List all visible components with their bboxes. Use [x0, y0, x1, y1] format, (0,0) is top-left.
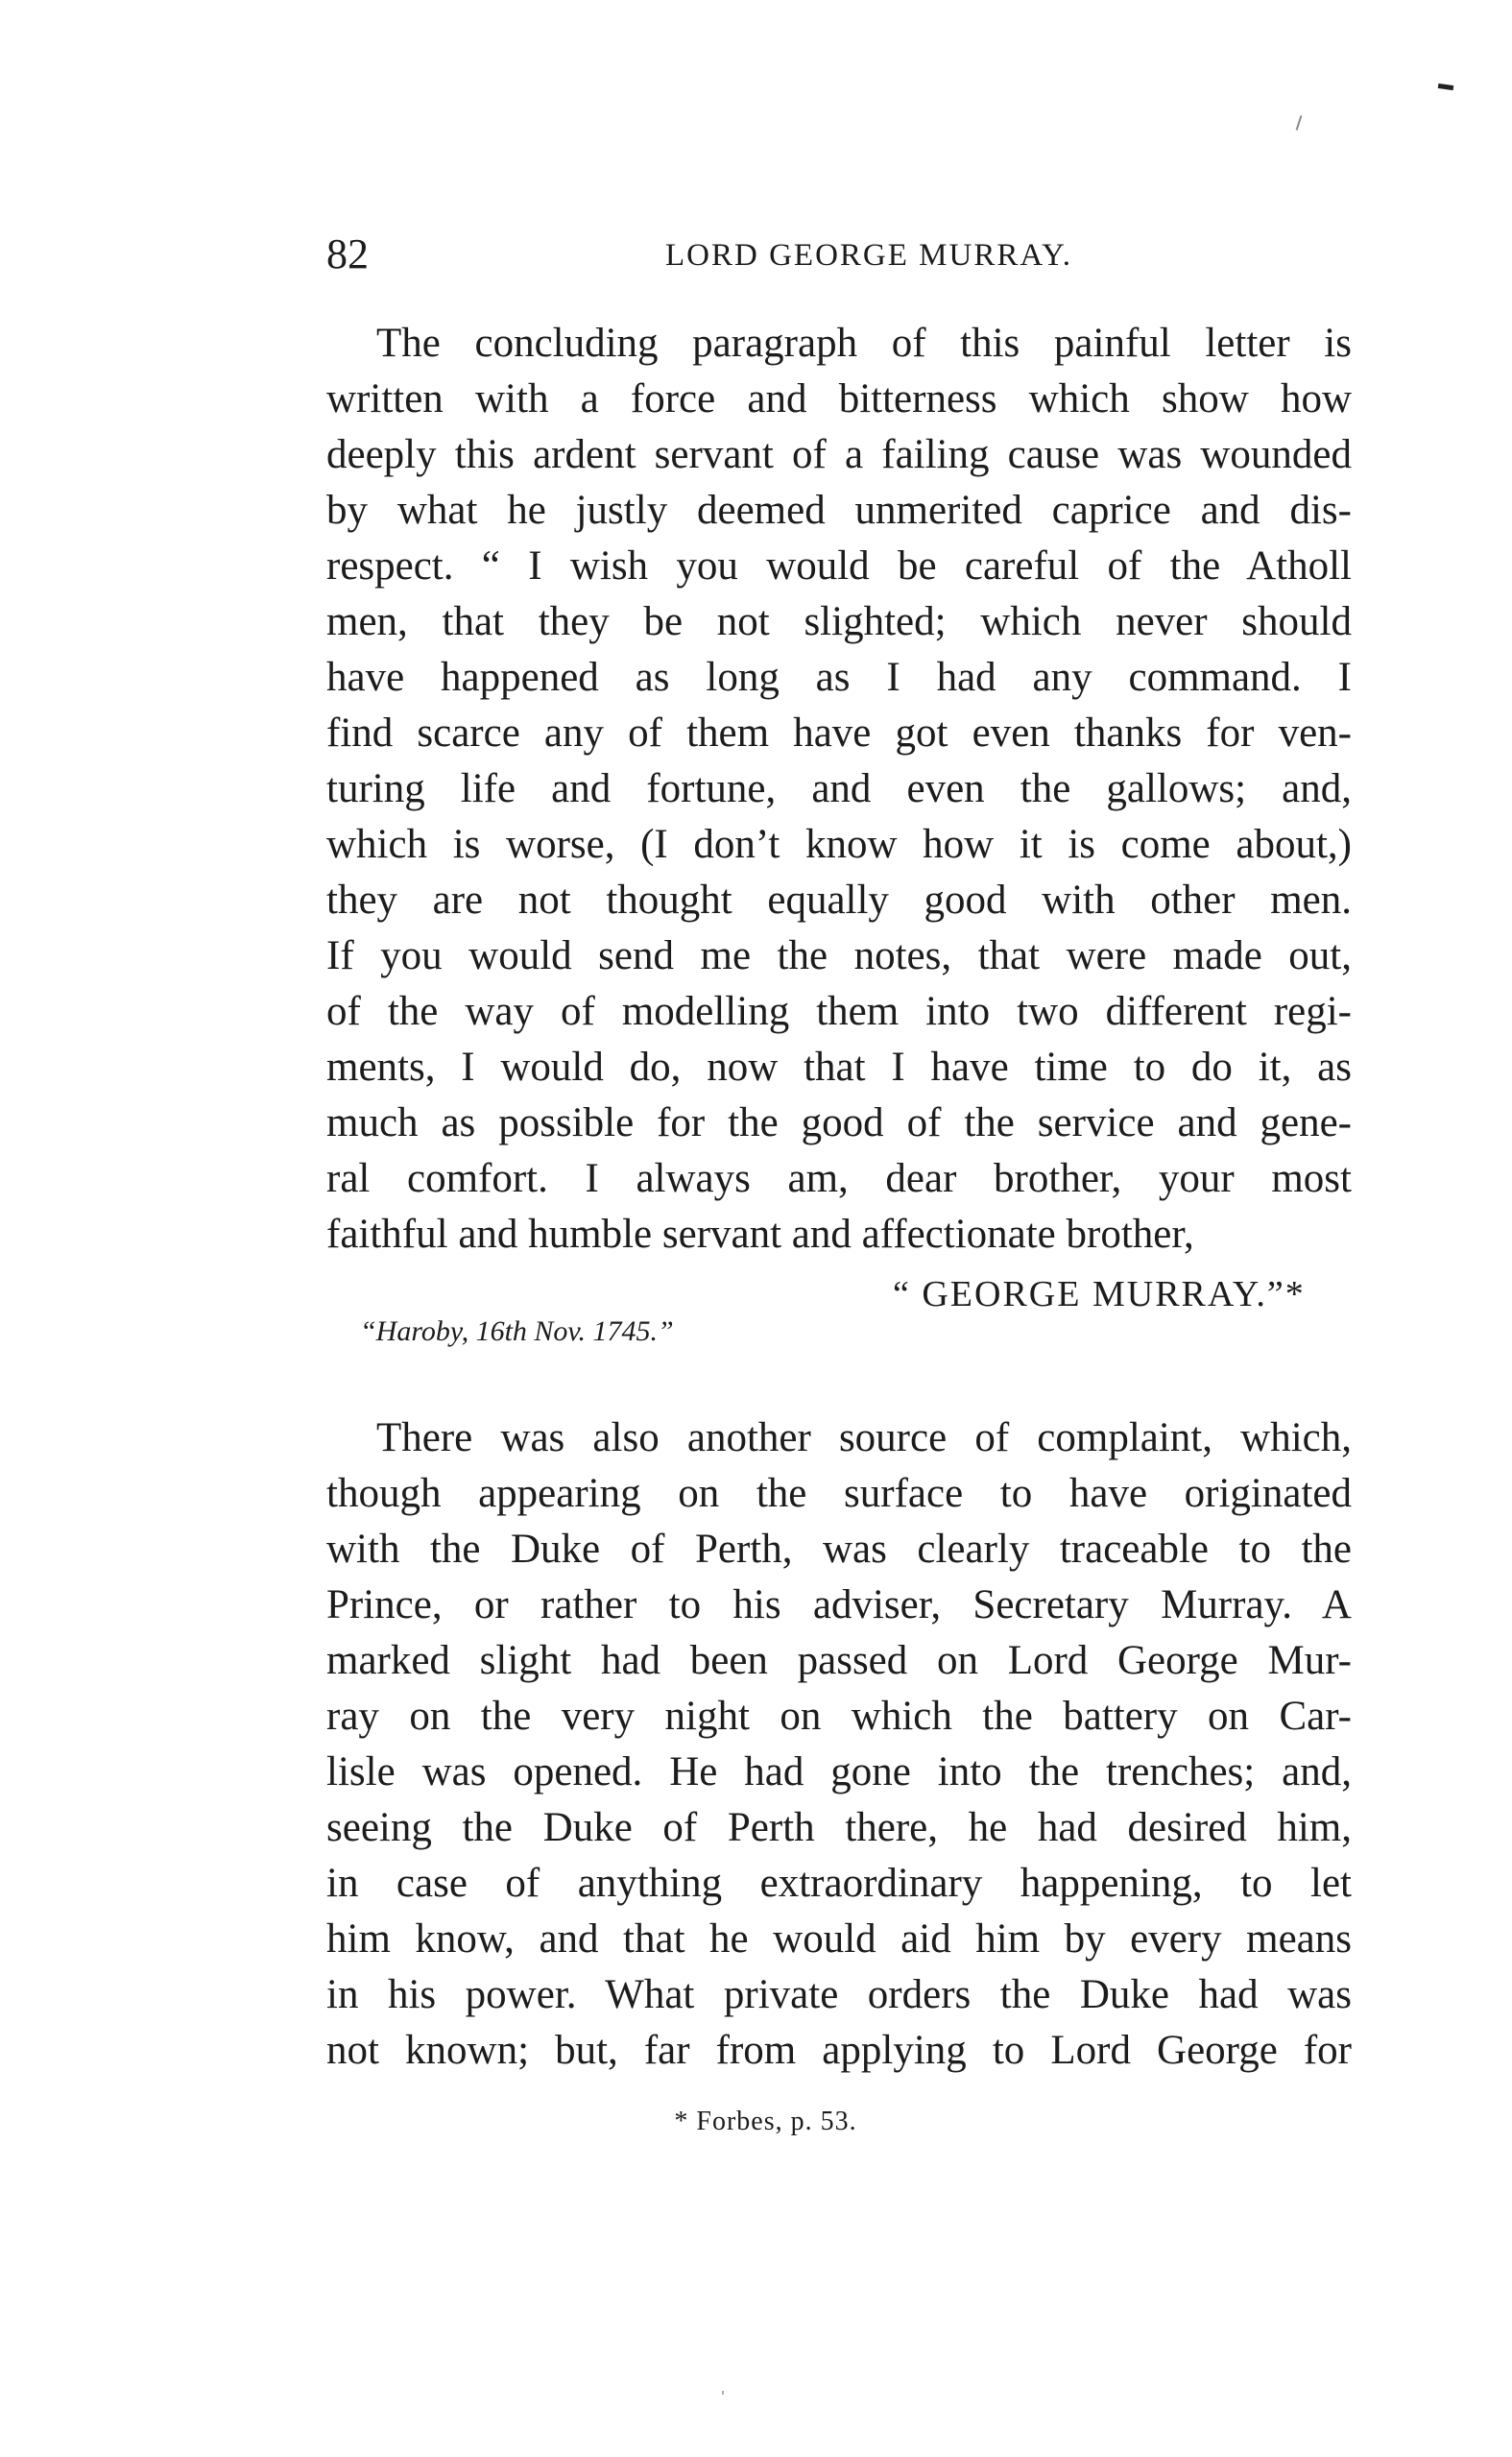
text-line: have happened as long as I had any command. I [326, 655, 1352, 700]
text-line: in his power. What private orders the Duke had was [326, 1972, 1352, 2017]
page-number: 82 [326, 230, 369, 277]
running-head [326, 230, 1354, 278]
text-line: which is worse, (I don’t know how it is come about,) [326, 822, 1352, 867]
text-line: ray on the very night on which the battery on Car- [326, 1694, 1352, 1739]
text-line: written with a force and bitterness which show how [326, 376, 1352, 422]
text-line: The concluding paragraph of this painful letter is [376, 321, 1352, 366]
text-line: seeing the Duke of Perth there, he had desired him, [326, 1805, 1352, 1850]
text-line: lisle was opened. He had gone into the trenches; and, [326, 1749, 1352, 1795]
text-line: men, that they be not slighted; which never should [326, 599, 1352, 644]
footnote: * Forbes, p. 53. [674, 2107, 857, 2136]
text-line: him know, and that he would aid him by every means [326, 1916, 1352, 1962]
text-line: find scarce any of them have got even thanks for ven- [326, 711, 1352, 756]
text-line: marked slight had been passed on Lord George Mur- [326, 1638, 1352, 1683]
text-line: faithful and humble servant and affectionate brother, [326, 1212, 1194, 1257]
letter-dateline: “Haroby, 16th Nov. 1745.” [360, 1315, 674, 1347]
text-line: by what he justly deemed unmerited caprice and dis- [326, 488, 1352, 533]
text-line: deeply this ardent servant of a failing cause was wounded [326, 432, 1352, 477]
text-line: respect. “ I wish you would be careful of the Atholl [326, 543, 1352, 589]
text-line: If you would send me the notes, that were made out, [326, 933, 1352, 978]
corner-ink-mark [1438, 84, 1454, 90]
running-title: LORD GEORGE MURRAY. [665, 238, 1072, 273]
text-line: much as possible for the good of the service and gene- [326, 1100, 1352, 1145]
text-line: turing life and fortune, and even the gallows; and, [326, 766, 1352, 811]
text-line: with the Duke of Perth, was clearly traceable to the [326, 1527, 1352, 1572]
stray-ink-mark [1296, 115, 1303, 131]
letter-signature: “ GEORGE MURRAY.”* [893, 1274, 1306, 1314]
text-line: of the way of modelling them into two different regi- [326, 989, 1352, 1034]
stray-ink-dot [722, 2391, 724, 2395]
text-line: Prince, or rather to his adviser, Secretary Murray. A [326, 1582, 1352, 1627]
text-line: though appearing on the surface to have originated [326, 1471, 1352, 1516]
text-line: ments, I would do, now that I have time to do it, as [326, 1045, 1352, 1090]
text-line: they are not thought equally good with other men. [326, 878, 1352, 923]
text-line: in case of anything extraordinary happening, to let [326, 1861, 1352, 1906]
text-line: not known; but, far from applying to Lord George for [326, 2028, 1352, 2073]
text-line: ral comfort. I always am, dear brother, your most [326, 1156, 1352, 1201]
text-line: There was also another source of complaint, which, [376, 1415, 1352, 1460]
